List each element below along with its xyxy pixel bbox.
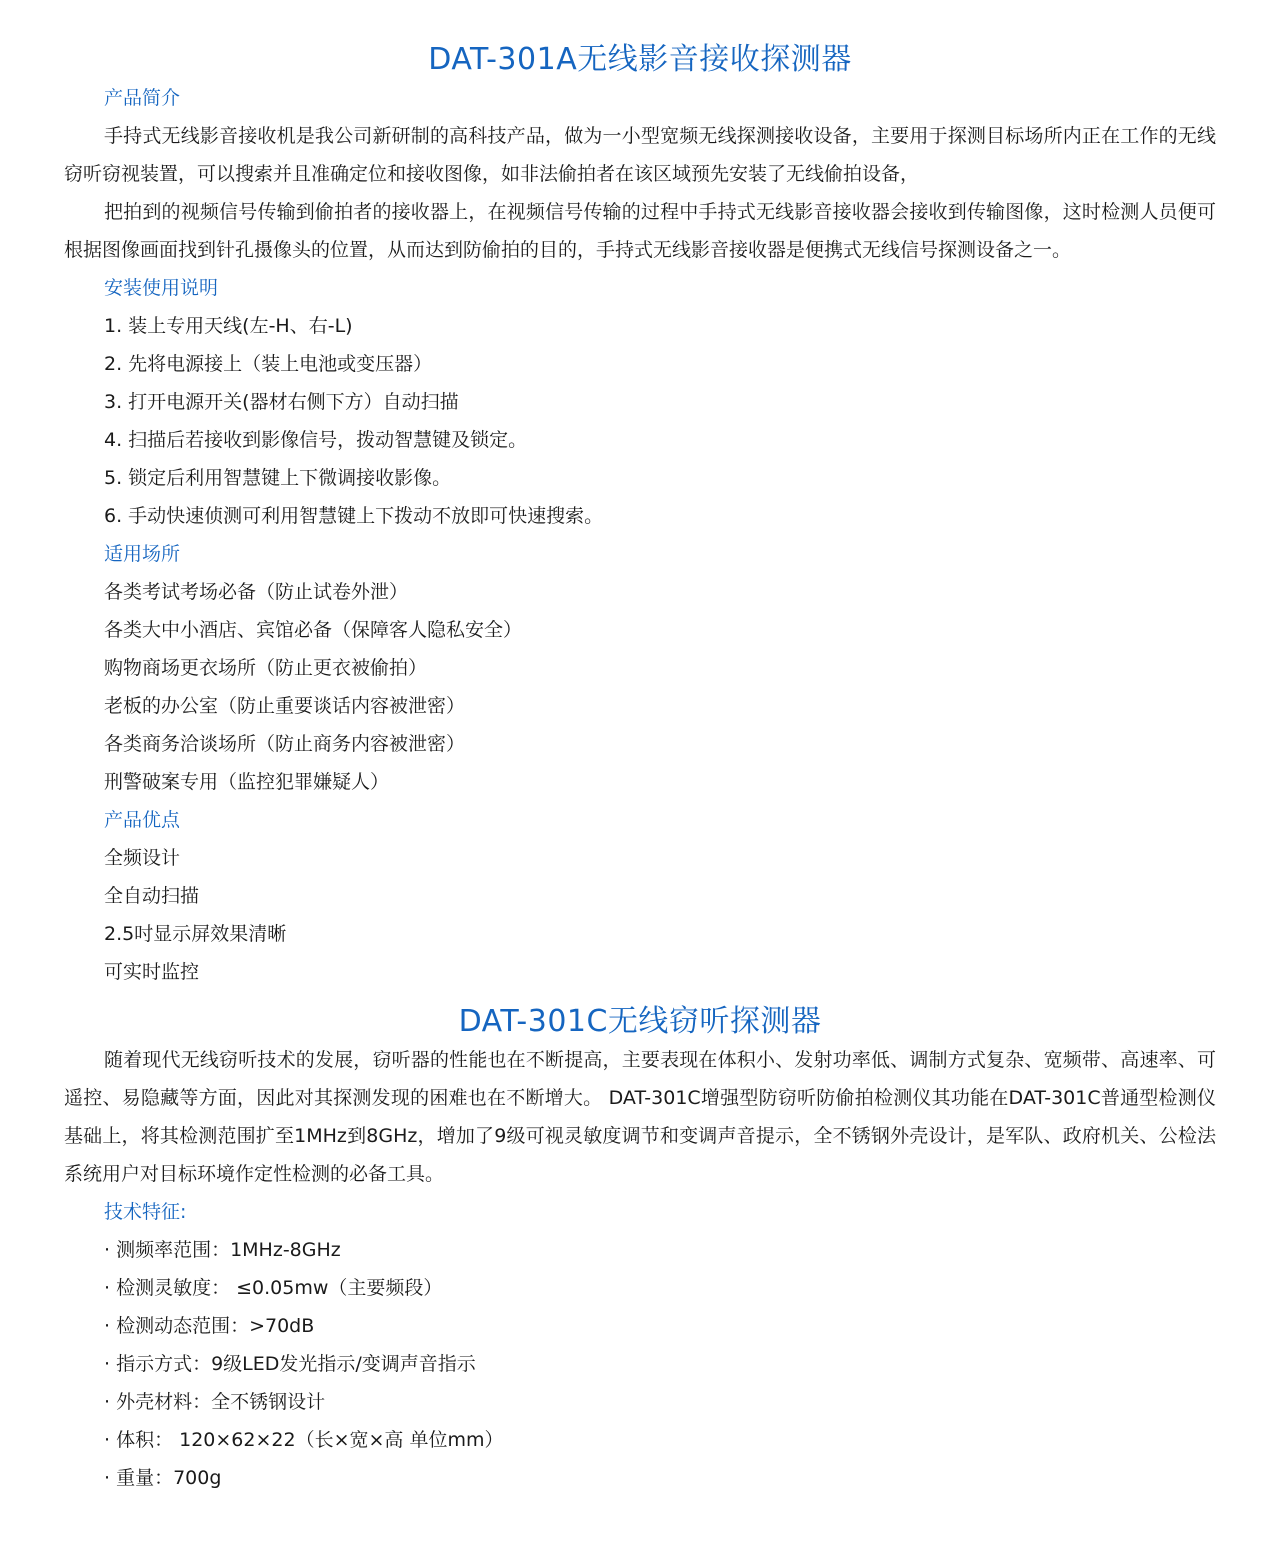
intro-heading: 产品简介 (104, 87, 181, 109)
place-item: 各类考试考场必备（防止试卷外泄） (104, 581, 409, 603)
usage-step: 6. 手动快速侦测可利用智慧键上下拨动不放即可快速搜索。 (104, 505, 604, 527)
place-item: 各类大中小酒店、宾馆必备（保障客人隐私安全） (104, 619, 523, 641)
place-item: 各类商务洽谈场所（防止商务内容被泄密） (104, 733, 466, 755)
usage-heading: 安装使用说明 (104, 277, 219, 299)
usage-step: 5. 锁定后利用智慧键上下微调接收影像。 (104, 467, 452, 489)
usage-step: 4. 扫描后若接收到影像信号，拨动智慧键及锁定。 (104, 429, 528, 451)
spec-item: · 检测动态范围：>70dB (104, 1315, 315, 1337)
usage-step: 1. 装上专用天线(左-H、右-L) (104, 315, 353, 337)
product-a-title: DAT-301A无线影音接收探测器 (428, 42, 852, 77)
usage-step: 3. 打开电源开关(器材右侧下方）自动扫描 (104, 391, 459, 413)
place-item: 购物商场更衣场所（防止更衣被偷拍） (104, 657, 428, 679)
spec-item: · 测频率范围：1MHz-8GHz (104, 1239, 341, 1261)
spec-item: · 检测灵敏度： ≤0.05mw（主要频段） (104, 1277, 443, 1299)
advantage-item: 全自动扫描 (104, 885, 200, 907)
specs-heading: 技术特征: (104, 1201, 187, 1223)
product-c-intro-paragraph: 随着现代无线窃听技术的发展，窃听器的性能也在不断提高，主要表现在体积小、发射功率低、调制方式复杂、宽频带、高速率、可遥控、易隐藏等方面，因此对其探测发现的困难也在不断增大。 DAT-301C增强型防窃听防偷拍检测仪其功能在DAT-301C普通型检测仪基础上，将其检测范围扩至1MHz到8GHz，增加了9级可视灵敏度调节和变调声音提示，全不锈钢外壳设计，是军队、政府机关、公检法系统用户对目标环境作定性检测的必备工具。 (64, 1049, 1216, 1185)
advantage-item: 2.5吋显示屏效果清晰 (104, 923, 287, 945)
spec-item: · 体积： 120×62×22（长×宽×高 单位mm） (104, 1429, 504, 1451)
intro-paragraph-2: 把拍到的视频信号传输到偷拍者的接收器上，在视频信号传输的过程中手持式无线影音接收器会接收到传输图像，这时检测人员便可根据图像画面找到针孔摄像头的位置，从而达到防偷拍的目的，手持式无线影音接收器是便携式无线信号探测设备之一。 (64, 201, 1216, 261)
places-heading: 适用场所 (104, 543, 181, 565)
spec-item: · 指示方式：9级LED发光指示/变调声音指示 (104, 1353, 476, 1375)
advantage-item: 全频设计 (104, 847, 181, 869)
usage-step: 2. 先将电源接上（装上电池或变压器） (104, 353, 433, 375)
spec-item: · 外壳材料：全不锈钢设计 (104, 1391, 326, 1413)
product-c-title: DAT-301C无线窃听探测器 (458, 1004, 822, 1039)
spec-item: · 重量：700g (104, 1467, 222, 1489)
advantage-item: 可实时监控 (104, 961, 200, 983)
intro-paragraph-1: 手持式无线影音接收机是我公司新研制的高科技产品，做为一小型宽频无线探测接收设备，主要用于探测目标场所内正在工作的无线窃听窃视装置，可以搜索并且准确定位和接收图像，如非法偷拍者在该区域预先安装了无线偷拍设备， (64, 125, 1216, 185)
place-item: 老板的办公室（防止重要谈话内容被泄密） (104, 695, 466, 717)
place-item: 刑警破案专用（监控犯罪嫌疑人） (104, 771, 390, 793)
advantages-heading: 产品优点 (104, 809, 181, 831)
